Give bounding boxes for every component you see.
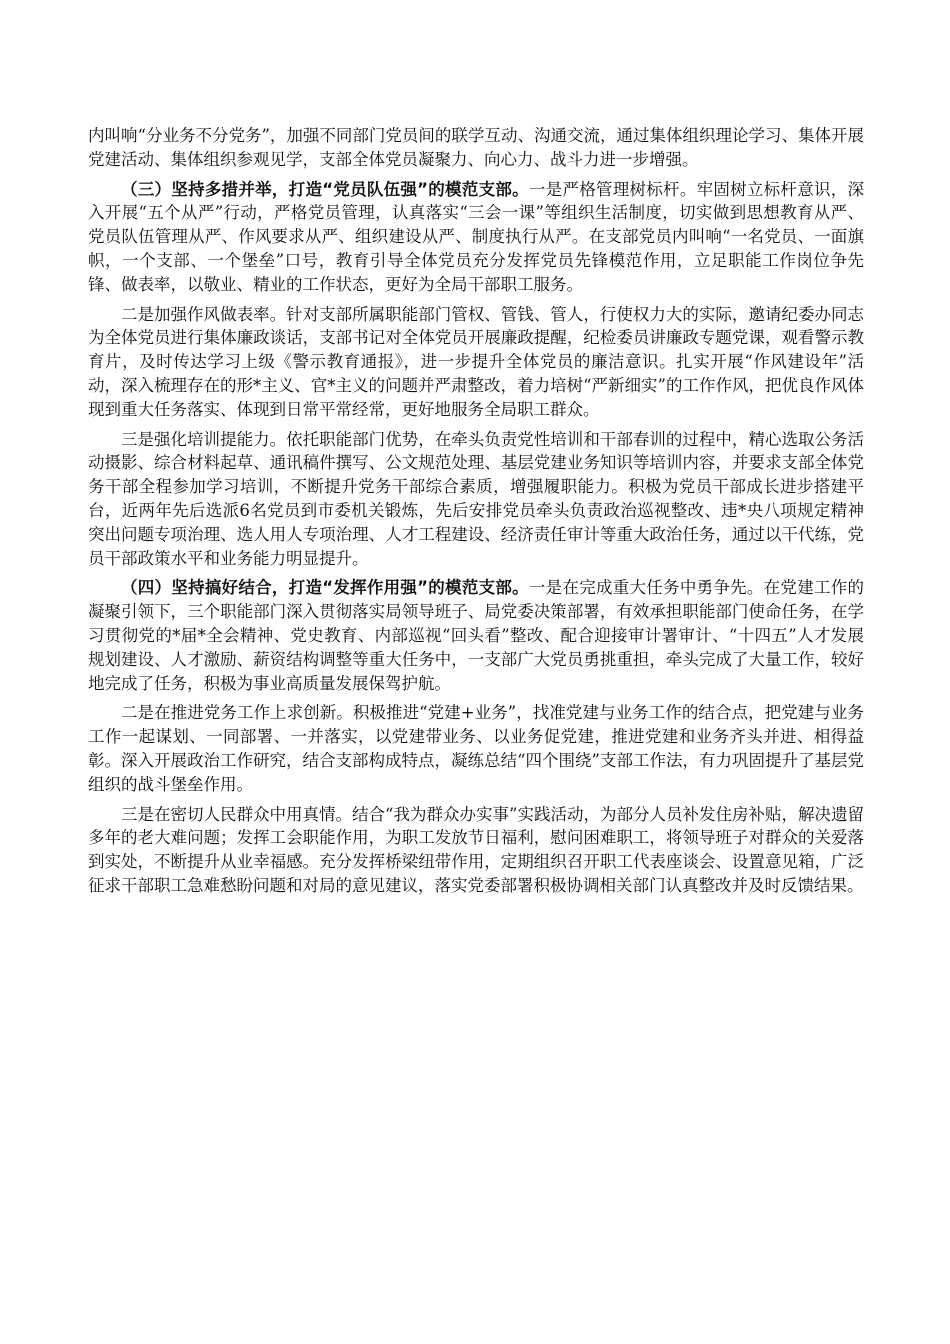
paragraph-text: 内叫响“分业务不分党务”，加强不同部门党员间的联学互动、沟通交流，通过集体组织理论学习、集体开展党建活动、集体组织参观见学，支部全体党员凝聚力、向心力、战斗力进一步增强。 — [88, 126, 864, 169]
paragraph-text: 二是在推进党务工作上求创新。积极推进“党建+业务”，找准党建与业务工作的结合点，把党建与业务工作一起谋划、一同部署、一并落实，以党建带业务、以业务促党建，推进党建和业务齐头并进、相得益彰。深入开展政治工作研究，结合支部构成特点，凝练总结“四个围绕”支部工作法，有力巩固提升了基层党组织的战斗堡垒作用。 — [88, 703, 864, 794]
paragraph-text: 一是严格管理树标杆。牢固树立标杆意识，深入开展“五个从严”行动，严格党员管理，认真落实“三会一课”等组织生活制度，切实做到思想教育从严、党员队伍管理从严、作风要求从严、组织建设从严、制度执行从严。在支部党员内叫响“一名党员、一面旗帜，一个支部、一个堡垒”口号，教育引导全体党员充分发挥党员先锋模范作用，立足职能工作岗位争先锋、做表率，以敬业、精业的工作状态，更好为全局干部职工服务。 — [88, 179, 865, 294]
section-three-paragraph — [88, 178, 864, 297]
paragraph-style-discipline — [88, 303, 864, 422]
paragraph-text: 一是在完成重大任务中勇争先。在党建工作的凝聚引领下，三个职能部门深入贯彻落实局领导班子、局党委决策部署，有效承担职能部门使命任务，在学习贯彻党的*届*全会精神、党史教育、内部巡视“回头看”整改、配合迎接审计署审计、“十四五”人才发展规划建设、人才激励、薪资结构调整等重大任务中，一支部广大党员勇挑重担，牵头完成了大量工作，较好地完成了任务，积极为事业高质量发展保驾护航。 — [88, 578, 865, 693]
paragraph-text: 三是在密切人民群众中用真情。结合“我为群众办实事”实践活动，为部分人员补发住房补贴，解决遗留多年的老大难问题；发挥工会职能作用，为职工发放节日福利，慰问困难职工，将领导班子对群众的关爱落到实处，不断提升从业幸福感。充分发挥桥梁纽带作用，定期组织召开职工代表座谈会、设置意见箱，广泛征求干部职工急难愁盼问题和对局的意见建议，落实党委部署积极协调相关部门认真整改并及时反馈结果。 — [88, 804, 864, 895]
paragraph-innovation — [88, 701, 864, 796]
paragraph-text: 三是强化培训提能力。依托职能部门优势，在牵头负责党性培训和干部春训的过程中，精心选取公务活动摄影、综合材料起草、通讯稿件撰写、公文规范处理、基层党建业务知识等培训内容，并要求支部全体党务干部全程参加学习培训，不断提升党务干部综合素质，增强履职能力。积极为党员干部成长进步搭建平台，近两年先后选派6名党员到市委机关锻炼，先后安排党员牵头负责政治巡视整改、违*央八项规定精神突出问题专项治理、选人用人专项治理、人才工程建设、经济责任审计等重大政治任务，通过以干代练，党员干部政策水平和业务能力明显提升。 — [88, 429, 864, 568]
paragraph-training — [88, 428, 864, 571]
paragraph-continuation — [88, 124, 864, 172]
section-four-paragraph — [88, 576, 864, 695]
paragraph-masses — [88, 803, 864, 898]
section-three-heading: （三）坚持多措并举，打造“党员队伍强”的模范支部。 — [121, 179, 529, 199]
section-four-heading: （四）坚持搞好结合，打造“发挥作用强”的模范支部。 — [121, 578, 529, 598]
paragraph-text: 二是加强作风做表率。针对支部所属职能部门管权、管钱、管人，行使权力大的实际，邀请纪委办同志为全体党员进行集体廉政谈话，支部书记对全体党员开展廉政提醒，纪检委员讲廉政专题党课，观看警示教育片，及时传达学习上级《警示教育通报》，进一步提升全体党员的廉洁意识。扎实开展“作风建设年”活动，深入梳理存在的形*主义、官*主义的问题并严肃整改，着力培树“严新细实”的工作作风，把优良作风体现到重大任务落实、体现到日常平常经常，更好地服务全局职工群众。 — [88, 304, 864, 419]
document-page — [88, 124, 864, 904]
